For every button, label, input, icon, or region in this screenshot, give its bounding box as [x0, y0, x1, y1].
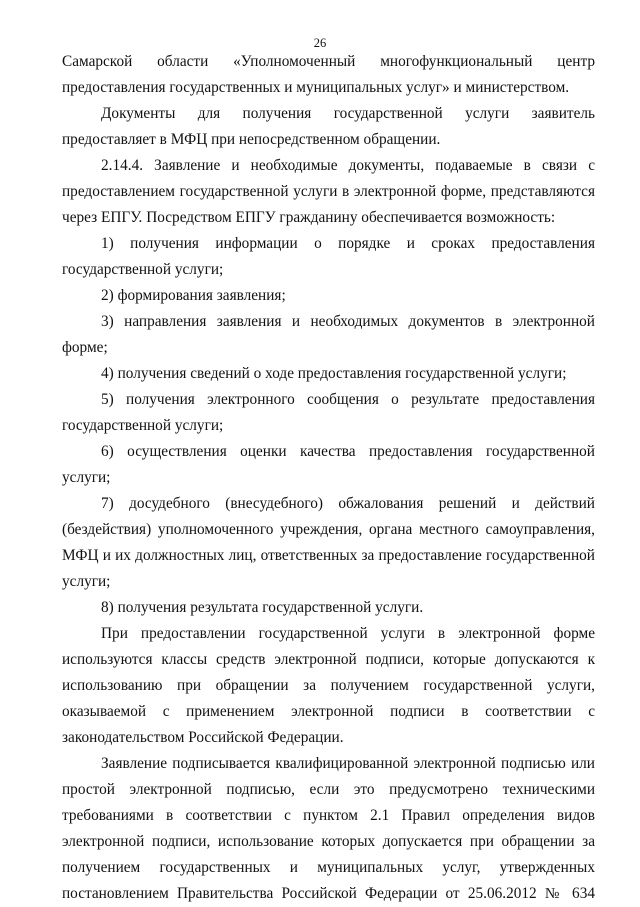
list-item-6: 6) осуществления оценки качества предоставления государственной услуги;	[62, 443, 595, 486]
list-item-5: 5) получения электронного сообщения о результате предоставления государственной услуги;	[62, 391, 595, 434]
document-body	[62, 49, 595, 907]
page-number: 26	[313, 36, 327, 50]
paragraph-2-14-4: 2.14.4. Заявление и необходимые документы, подаваемые в связи с предоставлением государственной услуги в электронной форме, представляются через ЕПГУ. Посредством ЕПГУ гражданину обеспечивается возможность:	[62, 157, 595, 226]
paragraph-signature-classes: При предоставлении государственной услуги в электронной форме используются классы средств электронной подписи, которые допускаются к использованию при обращении за получением государственной услуги, оказываемой с применением электронной подписи в соответствии с законодательством Российской Федерации.	[62, 625, 595, 746]
list-item-2: 2) формирования заявления;	[101, 287, 286, 304]
paragraph-documents-mfc: Документы для получения государственной услуги заявитель предоставляет в МФЦ при непосредственном обращении.	[62, 105, 595, 148]
list-item-7: 7) досудебного (внесудебного) обжалования решений и действий (бездействия) уполномоченного учреждения, органа местного самоуправления, МФЦ и их должностных лиц, ответственных за предоставление государственной услуги;	[62, 495, 595, 590]
list-item-1: 1) получения информации о порядке и сроках предоставления государственной услуги;	[62, 235, 595, 278]
list-item-4: 4) получения сведений о ходе предоставления государственной услуги;	[101, 365, 567, 382]
paragraph-qualified-signature: Заявление подписывается квалифицированной электронной подписью или простой электронной подписью, если это предусмотрено техническими требованиями в соответствии с пунктом 2.1 Правил определения видов электронной подписи, использование которых допускается при обращении за получением государственных и муниципальных услуг, утвержденных постановлением Правительства Российской Федерации от 25.06.2012 № 634	[62, 755, 595, 902]
list-item-3: 3) направления заявления и необходимых документов в электронной форме;	[62, 313, 595, 356]
list-item-8: 8) получения результата государственной услуги.	[101, 599, 424, 616]
paragraph-continuation: Самарской области «Уполномоченный многофункциональный центр предоставления государственных и муниципальных услуг» и министерством.	[62, 53, 595, 96]
